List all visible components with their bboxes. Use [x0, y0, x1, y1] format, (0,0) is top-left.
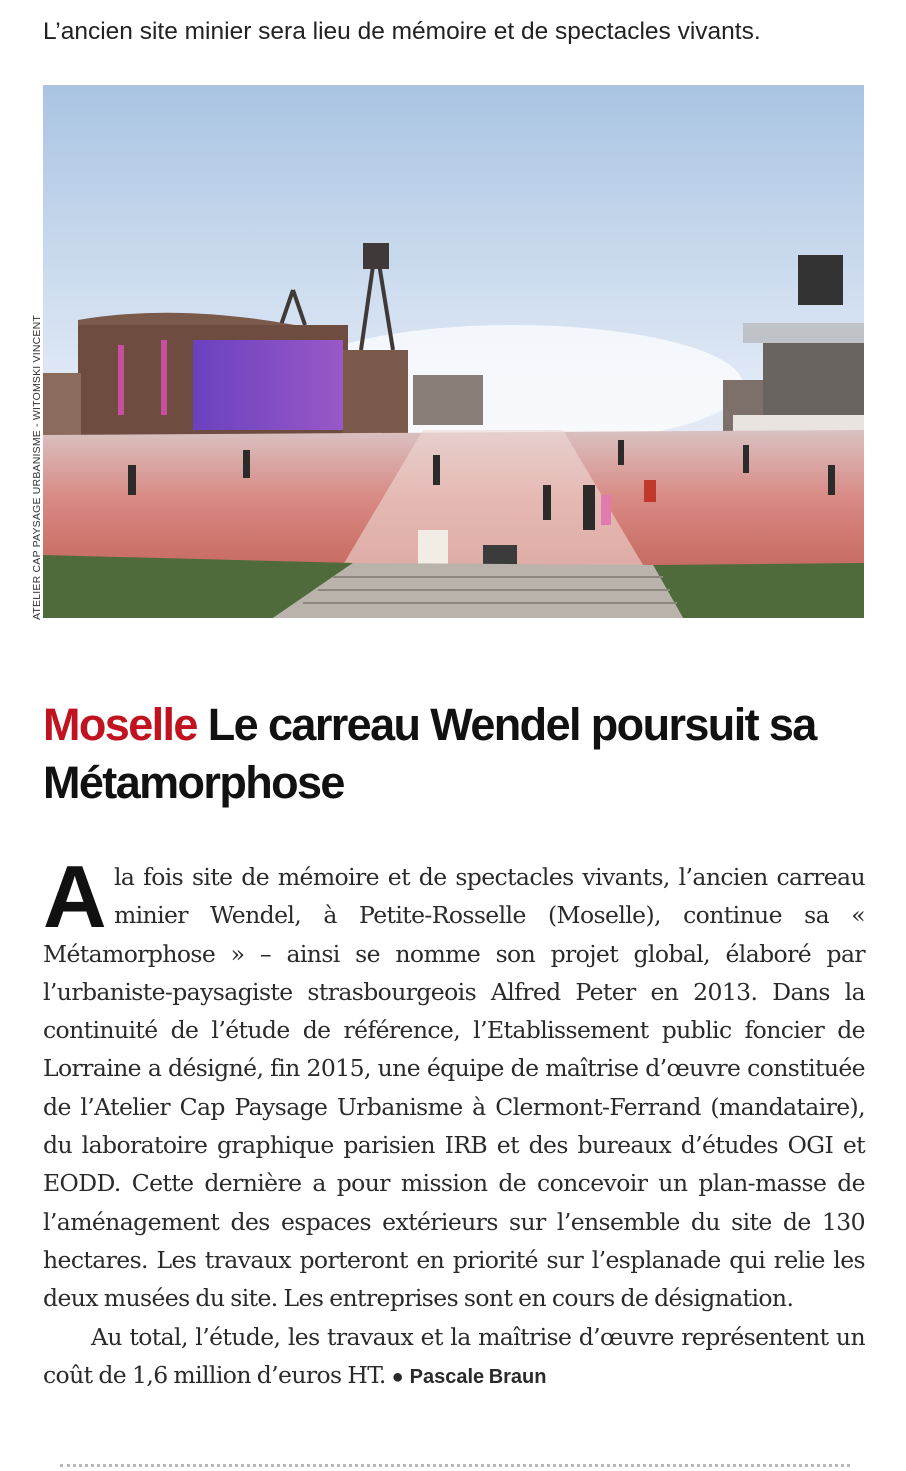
- headline-kicker: Moselle: [43, 699, 197, 750]
- paragraph-1-text: la fois site de mémoire et de spectacles vivants, l’ancien carreau minier Wendel, à Petite-Rosselle (Moselle), continue sa « Métamorphose » – ainsi se nomme son projet global, élaboré par l’urbaniste-paysagiste strasbourgeois Alfred Peter en 2013. Dans la continuité de l’étude de référence, l’Etablissement public foncier de Lorraine a désigné, fin 2015, une équipe de maîtrise d’œuvre constituée de l’Atelier Cap Paysage Urbanisme à Clermont-Ferrand (mandataire), du laboratoire graphique parisien IRB et des bureaux d’études OGI et EODD. Cette dernière a pour mission de concevoir un plan-masse de l’aménagement des espaces extérieurs sur l’ensemble du site de 130 hectares. Les travaux porteront en priorité sur l’esplanade qui relie les deux musées du site. Les entreprises sont en cours de désignation.: [43, 863, 865, 1313]
- author-byline: Pascale Braun: [409, 1365, 547, 1388]
- article-photo: [43, 85, 864, 618]
- article-paragraph-1: [43, 847, 865, 1318]
- dotted-separator: [60, 1464, 850, 1467]
- byline-bullet-icon: ●: [391, 1365, 404, 1388]
- article-body: [43, 847, 865, 1396]
- photo-caption: L’ancien site minier sera lieu de mémoire et de spectacles vivants.: [43, 18, 761, 45]
- article-headline: [43, 696, 873, 812]
- photo-credit: ATELIER CAP PAYSAGE URBANISME - WITOMSKI VINCENT: [31, 314, 43, 620]
- paragraph-2-text: Au total, l’étude, les travaux et la maîtrise d’œuvre représentent un coût de 1,6 million d’euros HT.: [43, 1322, 865, 1389]
- headline-title: Le carreau Wendel poursuit sa Métamorphose: [43, 699, 816, 808]
- mining-site-rendering-image: [43, 85, 864, 618]
- dropcap-letter: A: [43, 847, 106, 946]
- article-paragraph-2: [43, 1318, 865, 1397]
